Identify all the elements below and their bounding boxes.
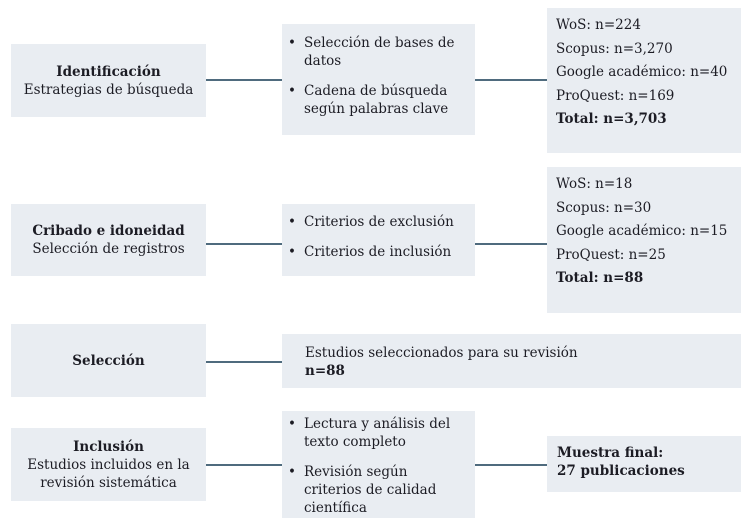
steps-inclusion-box [282, 411, 475, 518]
count-wos: WoS: n=224 [556, 17, 641, 33]
stage-title: Identificación [56, 63, 161, 80]
count-proquest: ProQuest: n=169 [556, 87, 675, 104]
connector-line [206, 361, 282, 363]
step-item: • Lectura y análisis del texto completo [304, 415, 465, 451]
count-scopus: Scopus: n=3,270 [556, 40, 673, 57]
steps-cribado-box [282, 204, 475, 276]
count-total: Total: n=3,703 [556, 111, 667, 127]
count-google-academico: Google académico: n=15 [556, 223, 728, 239]
stage-title: Inclusión [73, 438, 144, 455]
stage-title: Selección [72, 352, 145, 369]
count-google-academico: Google académico: n=40 [556, 64, 728, 80]
steps-list [282, 415, 475, 517]
result-count: n=88 [305, 363, 345, 379]
connector-line [206, 243, 282, 245]
count-scopus: Scopus: n=30 [556, 199, 652, 216]
result-count: 27 publicaciones [557, 463, 685, 479]
counts-cribado-box [547, 167, 741, 313]
connector-line [475, 79, 547, 81]
stage-seleccion-box [11, 324, 206, 397]
count-total: Total: n=88 [556, 270, 644, 286]
step-item: • Cadena de búsqueda según palabras clave [304, 82, 463, 118]
connector-line [475, 464, 547, 466]
result-seleccion-box [282, 334, 741, 388]
stage-cribado-box [11, 204, 206, 276]
stage-subtitle: Selección de registros [32, 241, 185, 257]
result-title: Muestra final: [557, 445, 664, 461]
count-proquest: ProQuest: n=25 [556, 246, 666, 263]
counts-identificacion-box [547, 8, 741, 153]
steps-list [282, 213, 475, 261]
step-item: • Selección de bases de datos [304, 34, 463, 70]
stage-identificacion-box [11, 44, 206, 117]
step-item: • Revisión según criterios de calidad científica [304, 463, 465, 517]
result-text: Estudios seleccionados para su revisión [305, 345, 578, 361]
result-inclusion-box [547, 436, 741, 492]
connector-line [475, 243, 547, 245]
steps-list [282, 34, 475, 118]
count-wos: WoS: n=18 [556, 176, 633, 192]
steps-identificacion-box [282, 24, 475, 135]
step-item: • Criterios de exclusión [304, 213, 475, 231]
step-item: • Criterios de inclusión [304, 243, 475, 261]
stage-subtitle: Estrategias de búsqueda [23, 81, 194, 98]
connector-line [206, 79, 282, 81]
stage-subtitle: Estudios incluidos en la revisión sistemática [27, 456, 190, 491]
stage-title: Cribado e idoneidad [32, 223, 185, 239]
stage-inclusion-box [11, 428, 206, 501]
connector-line [206, 464, 282, 466]
